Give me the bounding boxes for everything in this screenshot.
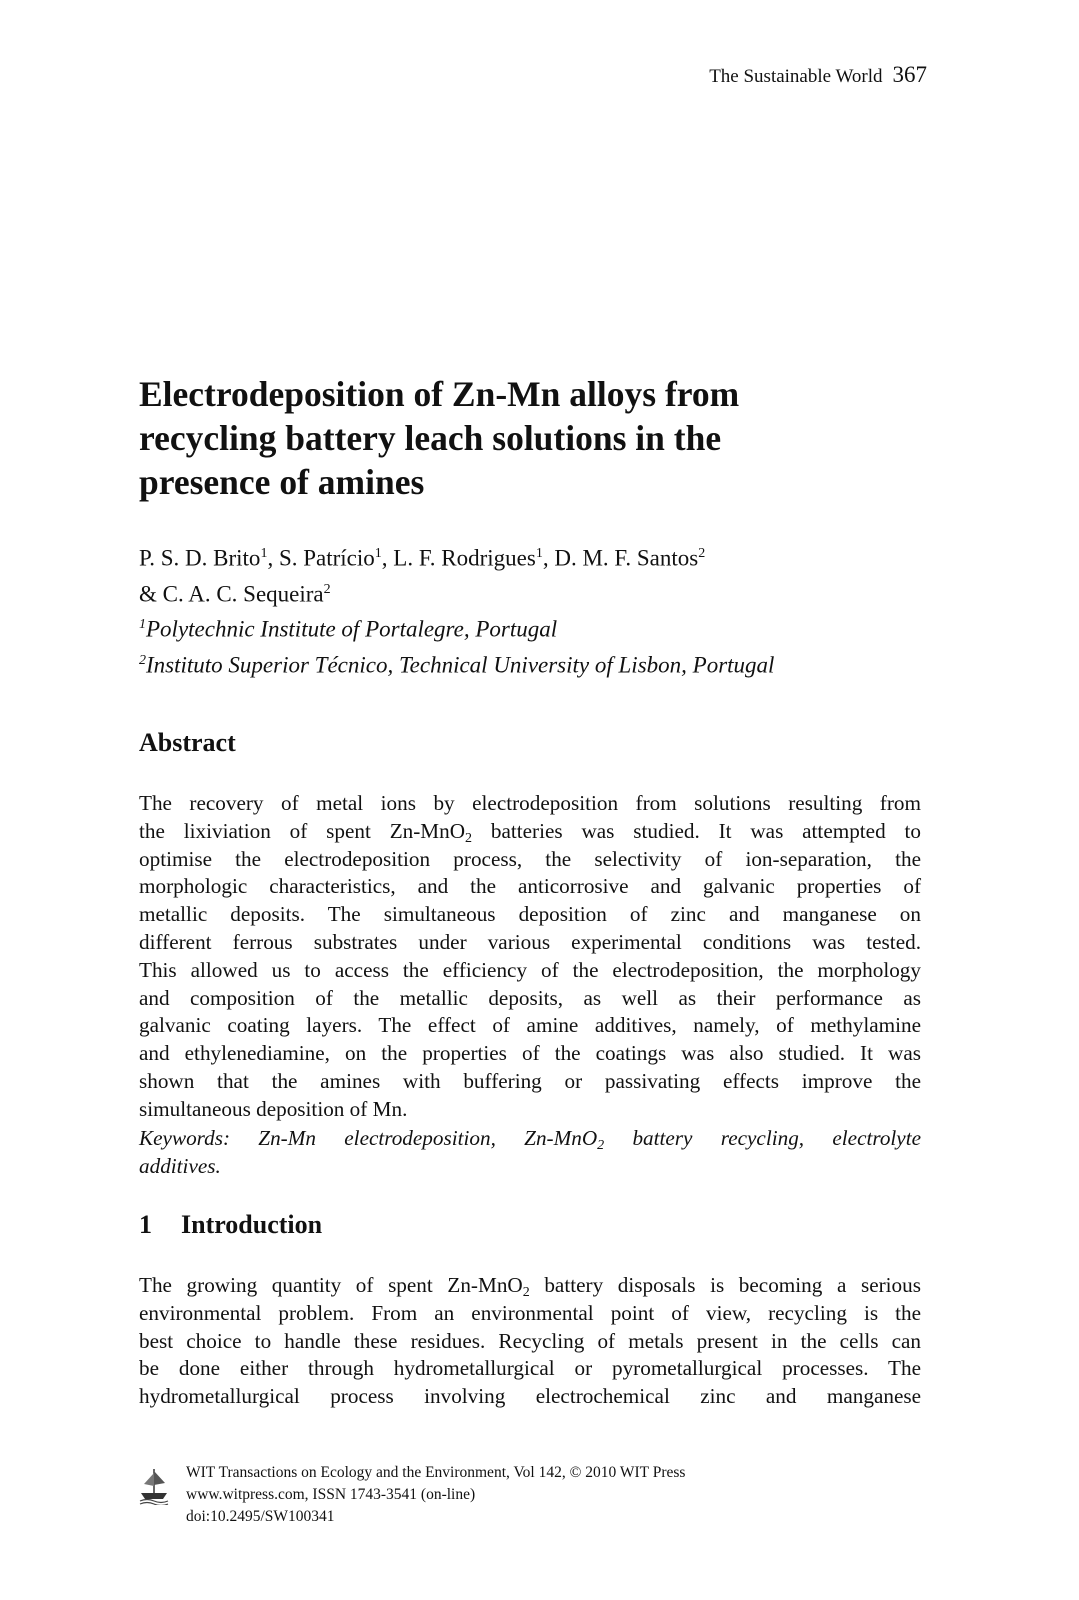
- footer-url: www.witpress.com, ISSN 1743-3541 (on-line): [186, 1486, 476, 1503]
- text-line: optimise the electrodeposition process, the selectivity of ion-separation, the: [139, 846, 921, 871]
- footer-line: WIT Transactions on Ecology and the Environment, Vol 142, © 2010 WIT Press: [186, 1464, 686, 1481]
- affiliation-2: $^2$Instituto Superior Técnico, Technical University of Lisbon, Portugal: [139, 652, 775, 678]
- author-block: [139, 538, 939, 681]
- author-name: P. S. D. Brito: [139, 545, 261, 571]
- text-line: be done either through hydrometallurgical or pyrometallurgical processes. The: [139, 1356, 921, 1381]
- text-line: shown that the amines with buffering or passivating effects improve the: [139, 1068, 921, 1093]
- author-name: , L. F. Rodrigues: [381, 545, 536, 571]
- abstract-heading: Abstract: [139, 728, 236, 757]
- affiliation-1: $^1$Polytechnic Institute of Portalegre, Portugal: [139, 616, 558, 642]
- abstract-text: [139, 790, 921, 1124]
- running-header: [709, 62, 927, 88]
- title-line: presence of amines: [139, 462, 425, 502]
- text-line: and composition of the metallic deposits, as well as their performance as: [139, 985, 921, 1010]
- title-line: Electrodeposition of Zn-Mn alloys from: [139, 374, 740, 414]
- affiliation-marker: 1: [260, 546, 268, 561]
- footer: [186, 1462, 685, 1528]
- book-title: The Sustainable World: [709, 66, 883, 87]
- text-line: simultaneous deposition of Mn.: [139, 1096, 408, 1121]
- text-line: best choice to handle these residues. Recycling of metals present in the cells can: [139, 1328, 921, 1353]
- text-line: This allowed us to access the efficiency of the electrodeposition, the morphology: [139, 957, 921, 982]
- author-name: , S. Patrício: [267, 545, 375, 571]
- affiliation-marker: 1: [139, 617, 146, 633]
- text-line: Keywords: Zn-Mn electrodeposition, Zn-MnO$_2$ battery recycling, electrolyte: [139, 1126, 921, 1153]
- affiliation-marker: 1: [374, 546, 382, 561]
- text-line: galvanic coating layers. The effect of amine additives, namely, of methylamine: [139, 1013, 921, 1038]
- text-line: and ethylenediamine, on the properties of the coatings was also studied. It was: [139, 1041, 921, 1066]
- title-line: recycling battery leach solutions in the: [139, 418, 722, 458]
- paper-title: [139, 372, 939, 504]
- text-line: The growing quantity of spent Zn-MnO$_2$ battery disposals is becoming a serious: [139, 1273, 921, 1300]
- author-line: [139, 574, 939, 610]
- author-line: [139, 538, 939, 574]
- section-title: Introduction: [181, 1210, 323, 1239]
- affiliation-marker: 1: [535, 546, 543, 561]
- page-number: 367: [892, 62, 927, 87]
- text-line: different ferrous substrates under various experimental conditions was tested.: [139, 929, 921, 954]
- section-number: 1: [139, 1210, 152, 1239]
- text-line: additives.: [139, 1153, 221, 1178]
- author-name: & C. A. C. Sequeira: [139, 581, 324, 607]
- text-line: environmental problem. From an environmental point of view, recycling is the: [139, 1300, 921, 1325]
- text-line: metallic deposits. The simultaneous deposition of zinc and manganese on: [139, 902, 921, 927]
- introduction-text: [139, 1272, 921, 1411]
- text-line: the lixiviation of spent Zn-MnO$_2$ batteries was studied. It was attempted to: [139, 818, 921, 846]
- text-line: The recovery of metal ions by electrodeposition from solutions resulting from: [139, 791, 921, 815]
- footer-doi: doi:10.2495/SW100341: [186, 1508, 335, 1525]
- affiliation-marker: 2: [698, 546, 706, 561]
- introduction-heading: [139, 1210, 322, 1240]
- text-line: hydrometallurgical process involving electrochemical zinc and manganese: [139, 1384, 921, 1409]
- text-line: morphologic characteristics, and the anticorrosive and galvanic properties of: [139, 874, 921, 899]
- keywords: [139, 1125, 921, 1181]
- affiliation-marker: 2: [323, 581, 331, 597]
- publisher-logo: [137, 1463, 171, 1505]
- affiliation-marker: 2: [139, 652, 146, 668]
- author-name: , D. M. F. Santos: [542, 545, 699, 571]
